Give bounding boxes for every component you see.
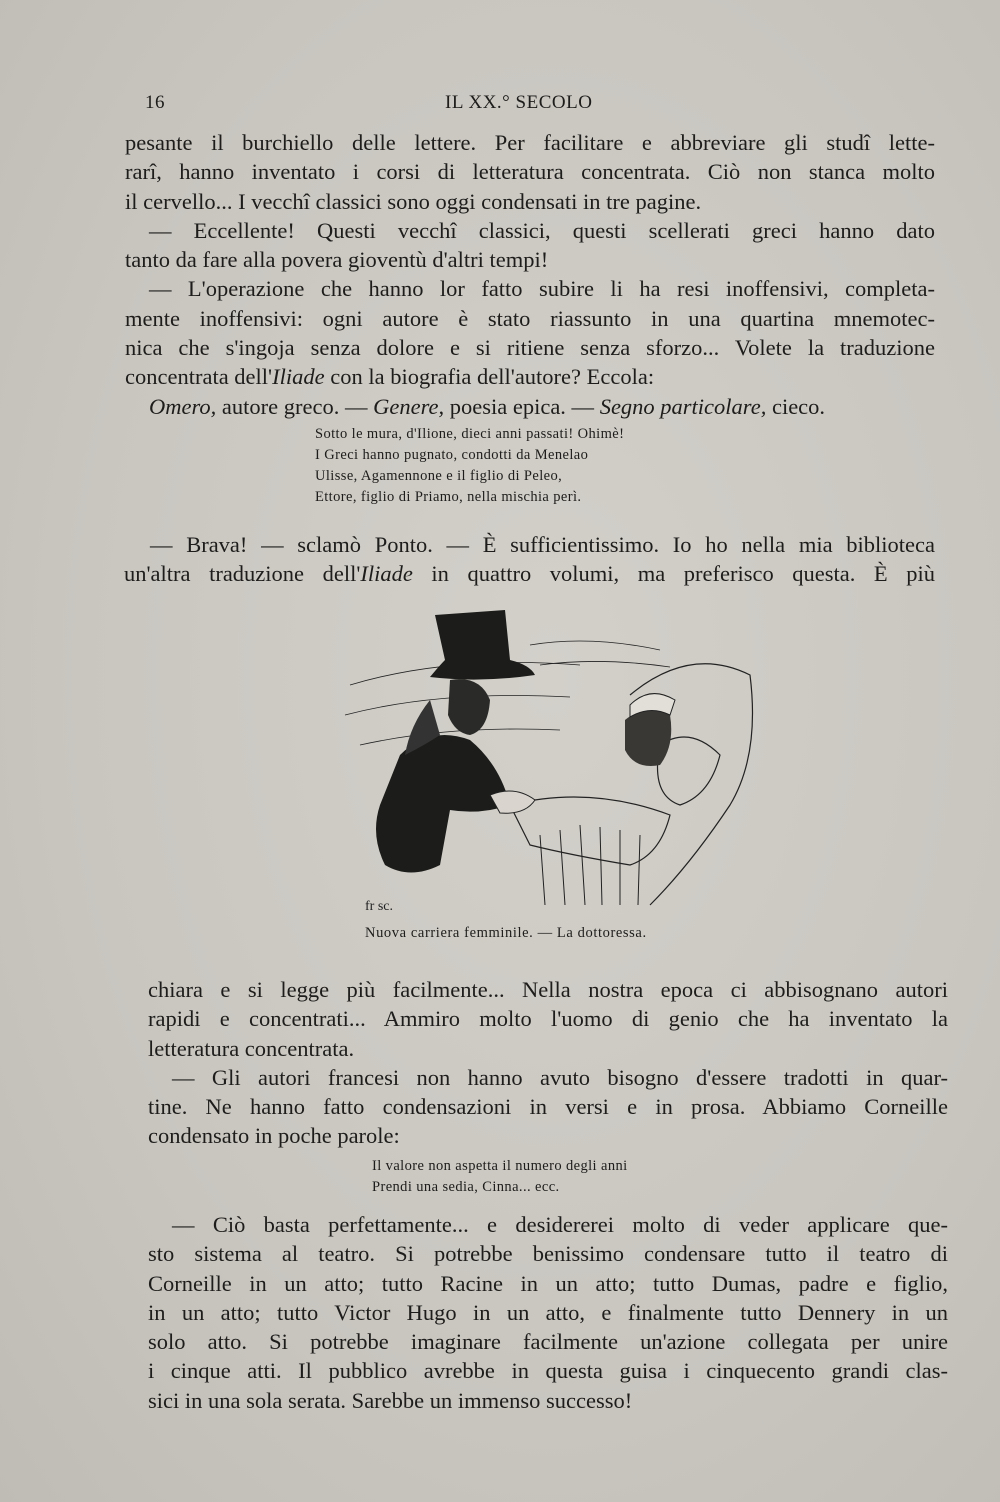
text-line: condensato in poche parole:	[148, 1123, 400, 1149]
text-line: solo atto. Si potrebbe imaginare facilmente un'azione collegata per unire	[148, 1329, 948, 1355]
running-title: IL XX.° SECOLO	[445, 92, 593, 113]
text-line: Omero, autore greco. — Genere, poesia epica. — Segno particolare, cieco.	[149, 393, 826, 419]
verse-line: Il valore non aspetta il numero degli anni	[372, 1158, 628, 1174]
text-line: sto sistema al teatro. Si potrebbe benissimo condensare tutto il teatro di	[148, 1241, 948, 1267]
text-line: sici in una sola serata. Sarebbe un immenso successo!	[148, 1387, 633, 1413]
illustration-caption: Nuova carriera femminile. — La dottoressa.	[365, 925, 647, 941]
text-line: tine. Ne hanno fatto condensazioni in versi e in prosa. Abbiamo Corneille	[148, 1094, 948, 1120]
text-line: un'altra traduzione dell'Iliade in quattro volumi, ma preferisco questa. È più	[124, 561, 935, 587]
text-line: — Eccellente! Questi vecchî classici, questi scellerati greci hanno dato	[149, 217, 935, 243]
text-line: i cinque atti. Il pubblico avrebbe in questa guisa i cinquecento grandi clas-	[148, 1358, 948, 1384]
text-line: mente inoffensivi: ogni autore è stato riassunto in una quartina mnemotec-	[125, 305, 935, 331]
text-line: il cervello... I vecchî classici sono oggi condensati in tre pagine.	[125, 188, 702, 214]
page-number: 16	[145, 92, 165, 113]
text-line: in un atto; tutto Victor Hugo in un atto, e finalmente tutto Dennery in un	[148, 1299, 948, 1325]
verse-line: Ettore, figlio di Priamo, nella mischia perì.	[315, 489, 582, 505]
verse-line: I Greci hanno pugnato, condotti da Menelao	[315, 447, 589, 463]
paragraph-block-3	[148, 975, 948, 1151]
verse-line: Sotto le mura, d'Ilione, dieci anni passati! Ohimè!	[315, 426, 625, 442]
engraving-illustration	[330, 605, 760, 920]
quatrain	[315, 424, 624, 508]
text-line: chiara e si legge più facilmente... Nella nostra epoca ci abbisognano autori	[148, 977, 948, 1002]
paragraph-block-4	[148, 1210, 948, 1415]
text-line: — Brava! — sclamò Ponto. — È sufficientissimo. Io ho nella mia biblioteca	[150, 532, 935, 557]
text-line: rarî, hanno inventato i corsi di letteratura concentrata. Ciò non stanca molto	[125, 159, 935, 185]
text-line: — L'operazione che hanno lor fatto subire li ha resi inoffensivi, completa-	[149, 276, 935, 302]
text-line: pesante il burchiello delle lettere. Per facilitare e abbreviare gli studî lette-	[125, 130, 935, 155]
text-line: tanto da fare alla povera gioventù d'altri tempi!	[125, 247, 549, 273]
paragraph-block-2	[124, 530, 935, 589]
verse-line: Ulisse, Agamennone e il figlio di Peleo,	[315, 468, 563, 484]
text-line: Corneille in un atto; tutto Racine in un atto; tutto Dumas, padre e figlio,	[148, 1270, 948, 1296]
text-line: rapidi e concentrati... Ammiro molto l'uomo di genio che ha inventato la	[148, 1006, 948, 1032]
text-line: concentrata dell'Iliade con la biografia dell'autore? Eccola:	[125, 364, 655, 390]
couplet	[372, 1156, 628, 1198]
text-line: letteratura concentrata.	[148, 1035, 355, 1061]
page-header	[145, 92, 925, 122]
verse-line: Prendi una sedia, Cinna... ecc.	[372, 1179, 560, 1195]
text-line: nica che s'ingoja senza dolore e si ritiene senza sforzo... Volete la traduzione	[125, 335, 935, 361]
text-line: — Gli autori francesi non hanno avuto bisogno d'essere tradotti in quar-	[172, 1064, 948, 1090]
text-line: — Ciò basta perfettamente... e desidererei molto di veder applicare que-	[172, 1212, 948, 1237]
engraver-signature: fr sc.	[365, 899, 393, 914]
paragraph-block-1	[125, 128, 935, 421]
